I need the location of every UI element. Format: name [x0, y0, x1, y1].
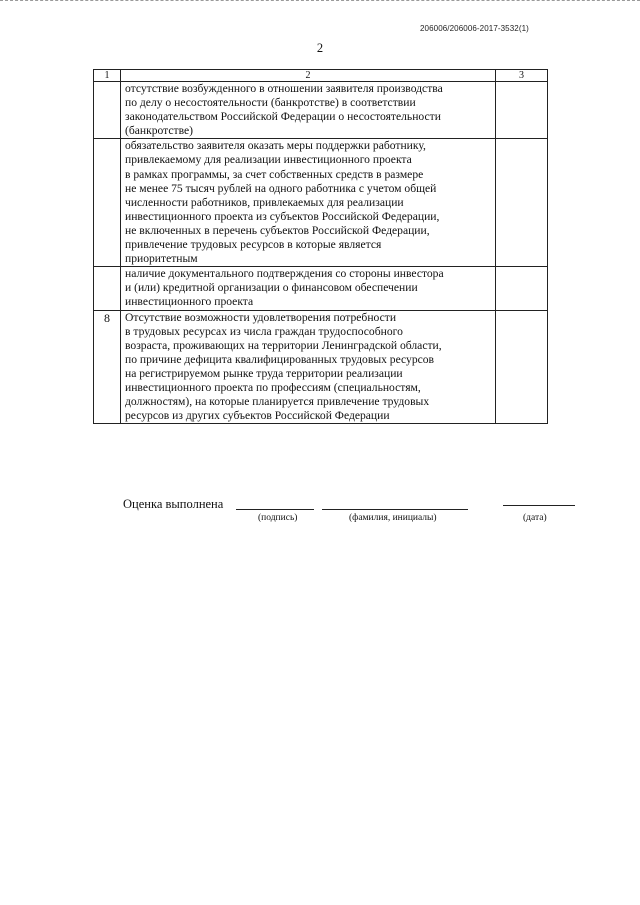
name-caption: (фамилия, инициалы) [349, 513, 437, 523]
date-caption: (дата) [523, 513, 547, 523]
scan-edge-line [0, 0, 640, 3]
score-cell [496, 139, 548, 267]
signature-caption: (подпись) [258, 513, 298, 523]
header-col-3: 3 [496, 70, 548, 82]
score-cell [496, 310, 548, 424]
row-number [94, 82, 121, 139]
header-col-2: 2 [121, 70, 496, 82]
date-line [503, 505, 575, 506]
criterion-text: отсутствие возбужденного в отношении заявителя производства по делу о несостоятельности (банкротстве) в соответствии законодательством Российской Федерации о несостоятельности (банкротстве) [121, 82, 496, 139]
score-cell [496, 82, 548, 139]
row-number [94, 139, 121, 267]
row-number: 8 [94, 310, 121, 424]
row-number [94, 267, 121, 310]
page-number: 2 [316, 41, 324, 55]
header-col-1: 1 [94, 70, 121, 82]
signature-line [236, 509, 314, 510]
table-row [94, 267, 548, 310]
name-line [322, 509, 468, 510]
score-cell [496, 267, 548, 310]
table-row [94, 82, 548, 139]
document-id: 206006/206006-2017-3532(1) [420, 24, 529, 33]
criterion-text: Отсутствие возможности удовлетворения потребности в трудовых ресурсах из числа граждан трудоспособного возраста, проживающих на территории Ленинградской области, по причине дефицита квалифицированных трудовых ресурсов на регистрируемом рынке труда территории реализации инвестиционного проекта по профессиям (специальностям, должностям), на которые планируется привлечение трудовых ресурсов из других субъектов Российской Федерации [121, 310, 496, 424]
criterion-text: наличие документального подтверждения со стороны инвестора и (или) кредитной организации о финансовом обеспечении инвестиционного проекта [121, 267, 496, 310]
table-row [94, 310, 548, 424]
assessment-label: Оценка выполнена [123, 497, 224, 511]
table-header-row [94, 70, 548, 82]
table-row [94, 139, 548, 267]
criteria-table [93, 69, 548, 424]
criterion-text: обязательство заявителя оказать меры поддержки работнику, привлекаемому для реализации инвестиционного проекта в рамках программы, за счет собственных средств в размере не менее 75 тысяч рублей на одного работника с учетом общей численности работников, привлекаемых для реализации инвестиционного проекта из субъектов Российской Федерации, не включенных в перечень субъектов Российской Федерации, привлечение трудовых ресурсов в которые является приоритетным [121, 139, 496, 267]
signature-block [0, 497, 640, 537]
